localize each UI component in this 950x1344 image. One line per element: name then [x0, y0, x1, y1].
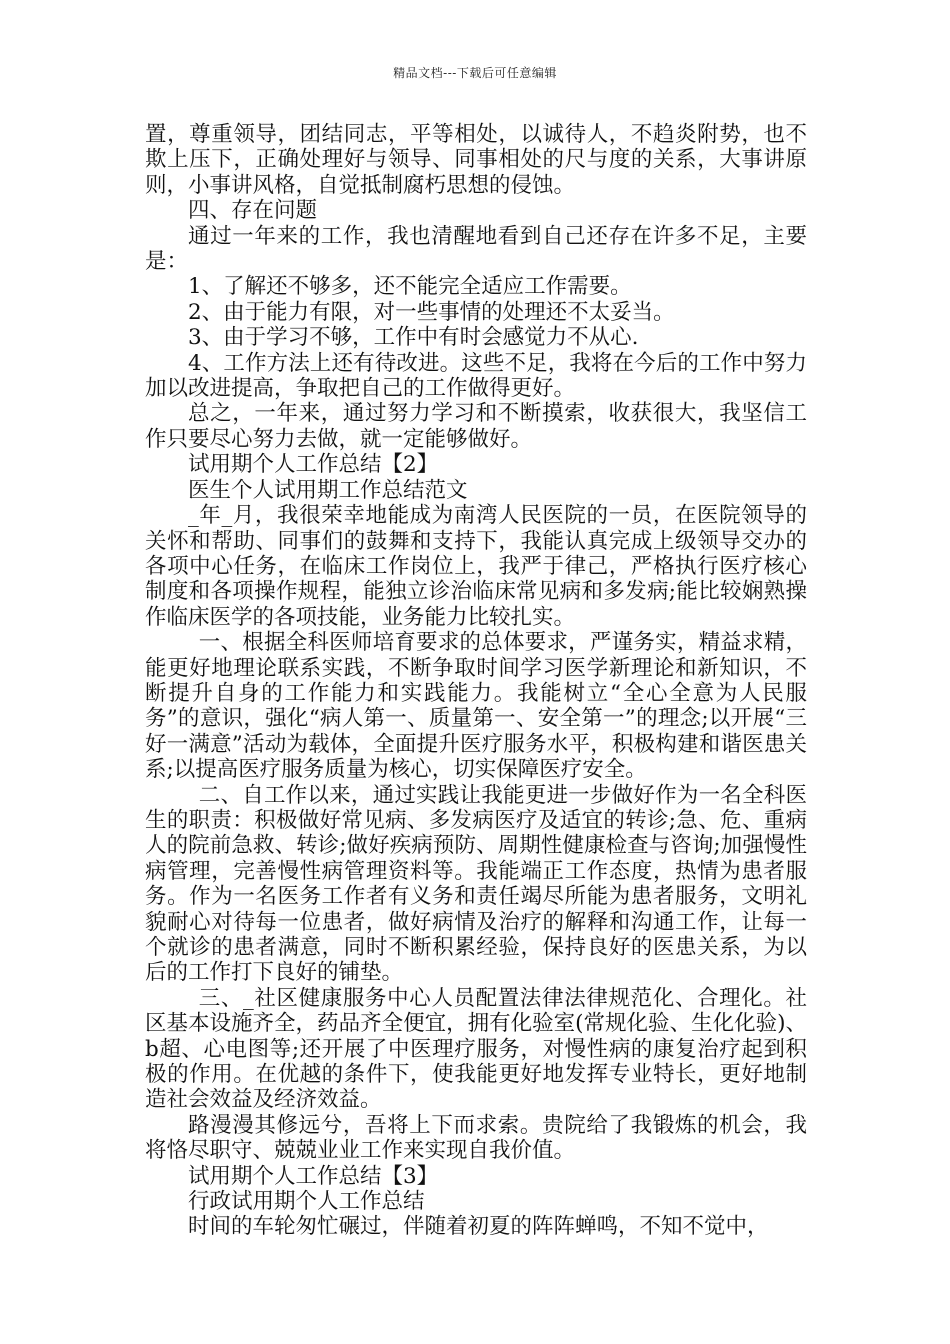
list-item: 3、由于学习不够，工作中有时会感觉力不从心. — [188, 325, 639, 351]
paragraph: 二、自工作以来，通过实践让我能更进一步做好作为一名全科医生的职责：积极做好常见病、多发病医疗及适宜的转诊;急、危、重病人的院前急救、转诊;做好疾病预防、周期性健康检查与咨询;加强慢性病管理，完善慢性病管理资料等。我能端正工作态度，热情为患者服务。作为一名医务工作者有义务和责任竭尽所能为患者服务，文明礼貌耐心对待每一位患者，做好病情及治疗的解释和沟通工作，让每一个就诊的患者满意，同时不断积累经验，保持良好的医患关系，为以后的工作打下良好的铺垫。 — [145, 782, 807, 986]
paragraph: _年_月，我很荣幸地能成为南湾人民医院的一员，在医院领导的关怀和帮助、同事们的鼓舞和支持下，我能认真完成上级领导交办的各项中心任务，在临床工作岗位上，我严于律己，严格执行医疗核心制度和各项操作规程，能独立诊治临床常见病和多发病;能比较娴熟操作临床医学的各项技能，业务能力比较扎实。 — [145, 503, 807, 630]
document-body — [145, 122, 807, 1240]
section-heading: 医生个人试用期工作总结范文 — [188, 477, 468, 503]
list-item: 4、工作方法上还有待改进。这些不足，我将在今后的工作中努力加以改进提高，争取把自己的工作做得更好。 — [145, 350, 807, 402]
page-header: 精品文档---下载后可任意编辑 — [393, 66, 557, 80]
section-heading: 行政试用期个人工作总结 — [188, 1189, 425, 1215]
paragraph: 通过一年来的工作，我也清醒地看到自己还存在许多不足，主要是： — [145, 223, 807, 275]
paragraph: 时间的车轮匆忙碾过，伴随着初夏的阵阵蝉鸣，不知不觉中， — [188, 1214, 769, 1240]
paragraph: 路漫漫其修远兮，吾将上下而求索。贵院给了我锻炼的机会，我将恪尽职守、兢兢业业工作来实现自我价值。 — [145, 1112, 807, 1164]
paragraph: 三、_社区健康服务中心人员配置法律法律规范化、合理化。社区基本设施齐全，药品齐全便宜，拥有化验室(常规化验、生化化验)、b超、心电图等;还开展了中医理疗服务，对慢性病的康复治疗起到积极的作用。在优越的条件下，使我能更好地发挥专业特长，更好地制造社会效益及经济效益。 — [145, 985, 807, 1113]
list-item: 2、由于能力有限，对一些事情的处理还不太妥当。 — [188, 299, 675, 325]
paragraph: 置，尊重领导，团结同志，平等相处，以诚待人，不趋炎附势，也不欺上压下，正确处理好与领导、同事相处的尺与度的关系，大事讲原则，小事讲风格，自觉抵制腐朽思想的侵蚀。 — [145, 122, 807, 198]
paragraph: 总之，一年来，通过努力学习和不断摸索，收获很大，我坚信工作只要尽心努力去做，就一定能够做好。 — [145, 401, 807, 452]
section-heading: 四、存在问题 — [188, 198, 318, 224]
section-heading: 试用期个人工作总结【2】 — [188, 452, 439, 478]
section-heading: 试用期个人工作总结【3】 — [188, 1163, 439, 1189]
list-item: 1、了解还不够多，还不能完全适应工作需要。 — [188, 274, 632, 300]
paragraph: 一、根据全科医师培育要求的总体要求，严谨务实，精益求精，能更好地理论联系实践，不断争取时间学习医学新理论和新知识，不断提升自身的工作能力和实践能力。我能树立“全心全意为人民服务”的意识，强化“病人第一、质量第一、安全第一”的理念;以开展“三好一满意”活动为载体，全面提升医疗服务水平，积极构建和谐医患关系;以提高医疗服务质量为核心，切实保障医疗安全。 — [145, 630, 807, 783]
